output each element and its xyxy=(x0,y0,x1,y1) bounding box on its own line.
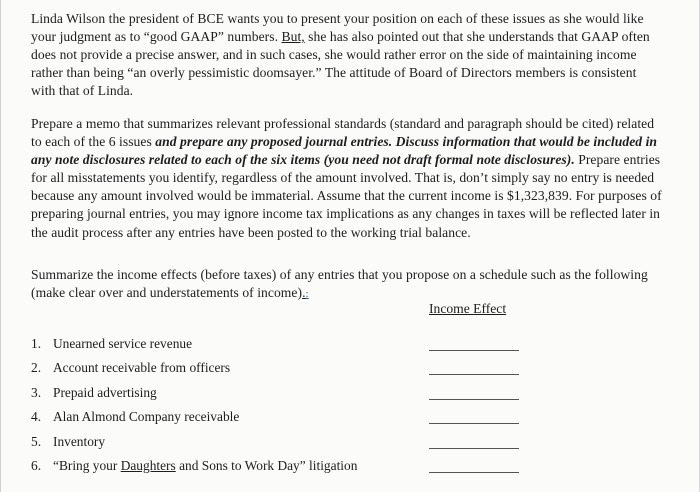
item-label: Alan Almond Company receivable xyxy=(53,409,240,425)
income-effect-blank-line xyxy=(429,448,519,449)
income-effect-blank-line xyxy=(429,472,519,473)
list-item xyxy=(31,335,671,359)
item-number: 3. xyxy=(31,384,42,400)
list-item xyxy=(31,433,671,457)
income-effect-blank-line xyxy=(429,399,519,400)
list-item xyxy=(31,384,671,408)
instructions-paragraph-2 xyxy=(31,115,663,242)
list-item xyxy=(31,359,671,383)
instructions-paragraph-1 xyxy=(31,10,663,100)
paragraph-3-period: . xyxy=(302,285,306,301)
income-effect-blank-line xyxy=(429,423,519,424)
item-label: Unearned service revenue xyxy=(53,336,193,351)
list-item xyxy=(31,408,671,432)
item-number: 5. xyxy=(31,433,42,449)
paragraph-2-bold-italic-text: and prepare any proposed journal entries. Discuss information that would be included in any note disclosures related to each of the six items (you need not draft formal note disclosures). xyxy=(31,134,658,168)
paragraph-1-text-b: she has also pointed out that she understands that GAAP often does not provide a precise answer, and in such cases, she would rather error on the side of maintaining income rather than being “an overly pessimistic doomsayer.” The attitude of Board of Directors members is consistent with that of Linda. xyxy=(31,29,650,99)
item-label-underlined: Daughters xyxy=(120,457,176,473)
item-label: “Bring your xyxy=(53,457,121,473)
paragraph-3-text: Summarize the income effects (before taxes) of any entries that you propose on a schedule such as the following (make clear over and understatements of income) xyxy=(31,267,648,301)
item-label: Account receivable from officers xyxy=(53,360,231,376)
item-number: 1. xyxy=(31,336,42,351)
item-label-end: and Sons to Work Day” litigation xyxy=(175,457,358,473)
paragraph-1-text-a: Linda Wilson the president of BCE wants you to present your position on each of these issues as she would like your judgment as to “good GAAP” numbers. xyxy=(31,11,644,45)
item-number: 2. xyxy=(31,360,42,376)
item-label: Prepaid advertising xyxy=(53,384,157,400)
paragraph-2-text-b: Prepare entries for all misstatements you identify, regardless of the amount involved. That is, don’t simply say no entry is needed because any amount involved would be immaterial. Assume that the current income is $1,323,839. For purposes of preparing journal entries, you may ignore income tax implications as any changes in taxes will be reflected later in the audit process after any entries have been posted to the working trial balance. xyxy=(31,152,662,240)
item-label: Inventory xyxy=(53,433,106,449)
paragraph-3-colon-mark: : xyxy=(305,288,309,301)
item-number: 6. xyxy=(31,457,42,473)
income-effect-blank-line xyxy=(429,350,519,351)
paragraph-1-underlined-but: But, xyxy=(281,29,305,45)
list-item xyxy=(31,457,671,481)
item-number: 4. xyxy=(31,409,42,425)
instructions-paragraph-3 xyxy=(31,266,663,303)
issue-list xyxy=(31,335,671,481)
income-effect-blank-line xyxy=(429,374,519,375)
paragraph-2-text-a: Prepare a memo that summarizes relevant professional standards (standard and paragraph should be cited) related to each of the 6 issues xyxy=(31,116,655,150)
income-effect-header: Income Effect xyxy=(429,301,507,316)
